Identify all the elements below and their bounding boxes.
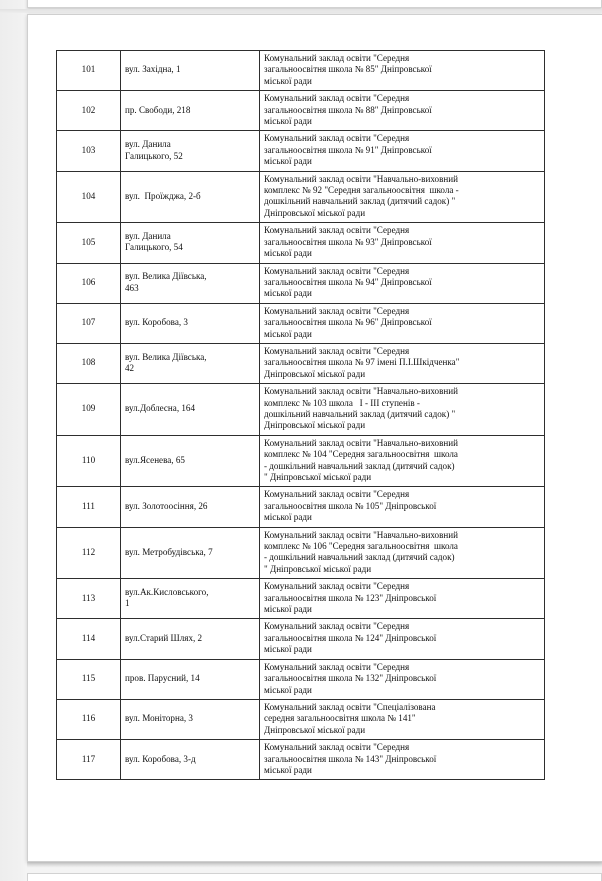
row-number-cell: 101 [57, 51, 121, 91]
institution-name-cell [260, 263, 545, 303]
institution-name-line: міської ради [264, 764, 312, 775]
institution-name-cell [260, 579, 545, 619]
institution-name-cell [260, 619, 545, 659]
institution-name-line: комплекс № 106 "Середня загальноосвітня школа [264, 541, 458, 552]
institution-name-line: Комунальний заклад освіти "Навчально-виховний [264, 386, 458, 397]
address-line: вул. Данила [125, 230, 171, 241]
row-number-cell: 105 [57, 223, 121, 263]
address-cell [121, 51, 260, 91]
institution-name-line: міської ради [264, 156, 312, 167]
previous-page-sliver [27, 0, 602, 8]
table-row [57, 131, 545, 171]
row-number-cell: 111 [57, 487, 121, 527]
table-row [57, 343, 545, 383]
institution-name-line: Комунальний заклад освіти "Середня [264, 345, 410, 356]
table-row [57, 303, 545, 343]
address-cell [121, 263, 260, 303]
row-number-cell: 110 [57, 435, 121, 487]
table-row [57, 579, 545, 619]
institution-name-line: загальноосвітня школа № 143" Дніпровської [264, 753, 437, 764]
institution-name-line: Комунальний заклад освіти "Навчально-виховний [264, 529, 458, 540]
institutions-table-body [57, 51, 545, 780]
address-cell [121, 579, 260, 619]
institution-name-line: Дніпровської міської ради [264, 368, 366, 379]
address-line: вул.Старий Шлях, 2 [125, 632, 203, 643]
institution-name-line: міської ради [264, 604, 312, 615]
institution-name-line: Комунальний заклад освіти "Середня [264, 621, 410, 632]
address-line: 42 [125, 363, 135, 374]
institution-name-line: загальноосвітня школа № 123" Дніпровської [264, 592, 437, 603]
institution-name-line: Комунальний заклад освіти "Спеціалізована [264, 701, 436, 712]
institution-name-line: дошкільний навчальний заклад (дитячий садок) " [264, 408, 456, 419]
address-line: вул. Золотоосіння, 26 [125, 500, 208, 511]
address-line: вул. Велика Діївська, [125, 351, 207, 362]
row-number-cell: 114 [57, 619, 121, 659]
institution-name-cell [260, 384, 545, 436]
address-cell [121, 171, 260, 223]
document-page [27, 14, 602, 862]
institution-name-line: загальноосвітня школа № 93" Дніпровської [264, 236, 432, 247]
address-line: Галицького, 54 [125, 242, 183, 253]
institution-name-line: Комунальний заклад освіти "Середня [264, 742, 410, 753]
institution-name-line: Комунальний заклад освіти "Середня [264, 225, 410, 236]
institution-name-line: Дніпровської міської ради [264, 420, 366, 431]
address-line: вул. Метробудівська, 7 [125, 546, 213, 557]
institution-name-line: загальноосвітня школа № 105" Дніпровської [264, 500, 437, 511]
institution-name-line: комплекс № 92 "Середня загальноосвітня школа - [264, 185, 459, 196]
institution-name-line: Комунальний заклад освіти "Середня [264, 305, 410, 316]
address-line: вул. Коробова, 3-д [125, 753, 196, 764]
institution-name-line: загальноосвітня школа № 91" Дніпровської [264, 144, 432, 155]
institutions-table [56, 50, 545, 780]
address-line: 1 [125, 598, 130, 609]
row-number-cell: 109 [57, 384, 121, 436]
institution-name-cell [260, 131, 545, 171]
institution-name-line: загальноосвітня школа № 124" Дніпровської [264, 632, 437, 643]
address-cell [121, 659, 260, 699]
institution-name-line: Дніпровської міської ради [264, 724, 366, 735]
institution-name-line: міської ради [264, 684, 312, 695]
institution-name-line: дошкільний навчальний заклад (дитячий садок) " [264, 196, 456, 207]
next-page-sliver [27, 873, 602, 881]
address-line: вул.Ясенева, 65 [125, 454, 185, 465]
address-line: Галицького, 52 [125, 150, 183, 161]
row-number-cell: 106 [57, 263, 121, 303]
address-line: 463 [125, 282, 139, 293]
institution-name-line: міської ради [264, 328, 312, 339]
institution-name-line: міської ради [264, 512, 312, 523]
institution-name-line: - дошкільний навчальний заклад (дитячий садок) [264, 460, 455, 471]
institution-name-line: загальноосвітня школа № 97 імені П.І.Шкідченка" [264, 357, 460, 368]
address-line: вул. Моніторна, 3 [125, 713, 193, 724]
institution-name-line: Комунальний заклад освіти "Навчально-виховний [264, 437, 458, 448]
address-line: пр. Свободи, 218 [125, 104, 191, 115]
address-cell [121, 619, 260, 659]
institution-name-line: Комунальний заклад освіти "Навчально-виховний [264, 173, 458, 184]
table-row [57, 51, 545, 91]
institution-name-line: загальноосвітня школа № 94" Дніпровської [264, 276, 432, 287]
institution-name-cell [260, 740, 545, 780]
table-row [57, 223, 545, 263]
institution-name-line: Комунальний заклад освіти "Середня [264, 133, 410, 144]
address-line: вул. Коробова, 3 [125, 317, 188, 328]
address-cell [121, 131, 260, 171]
row-number-cell: 113 [57, 579, 121, 619]
address-cell [121, 740, 260, 780]
institution-name-line: міської ради [264, 288, 312, 299]
address-line: вул. Данила [125, 139, 171, 150]
table-row [57, 487, 545, 527]
table-row [57, 527, 545, 579]
institution-name-line: загальноосвітня школа № 132" Дніпровської [264, 673, 437, 684]
institution-name-line: загальноосвітня школа № 96" Дніпровської [264, 317, 432, 328]
address-cell [121, 223, 260, 263]
address-cell [121, 343, 260, 383]
institution-name-line: Комунальний заклад освіти "Середня [264, 265, 410, 276]
institution-name-line: " Дніпровської міської ради [264, 472, 372, 482]
institution-name-cell [260, 435, 545, 487]
row-number-cell: 115 [57, 659, 121, 699]
table-row [57, 263, 545, 303]
address-line: вул. Західна, 1 [125, 64, 181, 75]
table-row [57, 384, 545, 436]
address-line: вул. Велика Діївська, [125, 271, 207, 282]
institution-name-line: Комунальний заклад освіти "Середня [264, 53, 410, 63]
row-number-cell: 108 [57, 343, 121, 383]
address-cell [121, 435, 260, 487]
table-row [57, 91, 545, 131]
institution-name-cell [260, 303, 545, 343]
address-cell [121, 699, 260, 739]
address-cell [121, 303, 260, 343]
row-number-cell: 112 [57, 527, 121, 579]
table-row [57, 659, 545, 699]
institution-name-cell [260, 91, 545, 131]
institution-name-cell [260, 171, 545, 223]
institution-name-cell [260, 527, 545, 579]
page-bottom-shadow [27, 862, 602, 868]
table-row [57, 619, 545, 659]
address-line: вул. Проїжджа, 2-б [125, 190, 201, 201]
address-line: вул.Ак.Кисловського, [125, 586, 209, 597]
institution-name-line: комплекс № 104 "Середня загальноосвітня школа [264, 449, 458, 460]
institution-name-line: міської ради [264, 75, 312, 86]
institution-name-line: загальноосвітня школа № 85" Дніпровської [264, 64, 432, 75]
row-number-cell: 116 [57, 699, 121, 739]
institution-name-line: Дніпровської міської ради [264, 207, 366, 218]
institution-name-line: міської ради [264, 248, 312, 259]
address-cell [121, 527, 260, 579]
table-row [57, 435, 545, 487]
row-number-cell: 117 [57, 740, 121, 780]
institution-name-line: Комунальний заклад освіти "Середня [264, 489, 410, 500]
institution-name-line: комплекс № 103 школа І - ІІІ ступенів - [264, 397, 420, 408]
page-gap-divider [0, 9, 602, 13]
institution-name-line: " Дніпровської міської ради [264, 563, 372, 574]
institution-name-cell [260, 699, 545, 739]
institution-name-cell [260, 343, 545, 383]
institution-name-cell [260, 223, 545, 263]
row-number-cell: 104 [57, 171, 121, 223]
institution-name-line: Комунальний заклад освіти "Середня [264, 581, 410, 592]
address-line: вул.Доблесна, 164 [125, 403, 196, 414]
address-cell [121, 384, 260, 436]
row-number-cell: 102 [57, 91, 121, 131]
institution-name-line: Комунальний заклад освіти "Середня [264, 661, 410, 672]
address-cell [121, 91, 260, 131]
address-cell [121, 487, 260, 527]
table-row [57, 171, 545, 223]
institution-name-line: Комунальний заклад освіти "Середня [264, 93, 410, 104]
institution-name-line: міської ради [264, 644, 312, 655]
table-row [57, 740, 545, 780]
institution-name-cell [260, 487, 545, 527]
address-line: пров. Парусний, 14 [125, 673, 200, 684]
institution-name-cell [260, 659, 545, 699]
institution-name-line: міської ради [264, 116, 312, 127]
row-number-cell: 103 [57, 131, 121, 171]
row-number-cell: 107 [57, 303, 121, 343]
institution-name-line: загальноосвітня школа № 88" Дніпровської [264, 104, 432, 115]
institution-name-cell [260, 51, 545, 91]
table-row [57, 699, 545, 739]
institution-name-line: середня загальноосвітня школа № 141" [264, 713, 416, 724]
institution-name-line: - дошкільний навчальний заклад (дитячий садок) [264, 552, 455, 563]
